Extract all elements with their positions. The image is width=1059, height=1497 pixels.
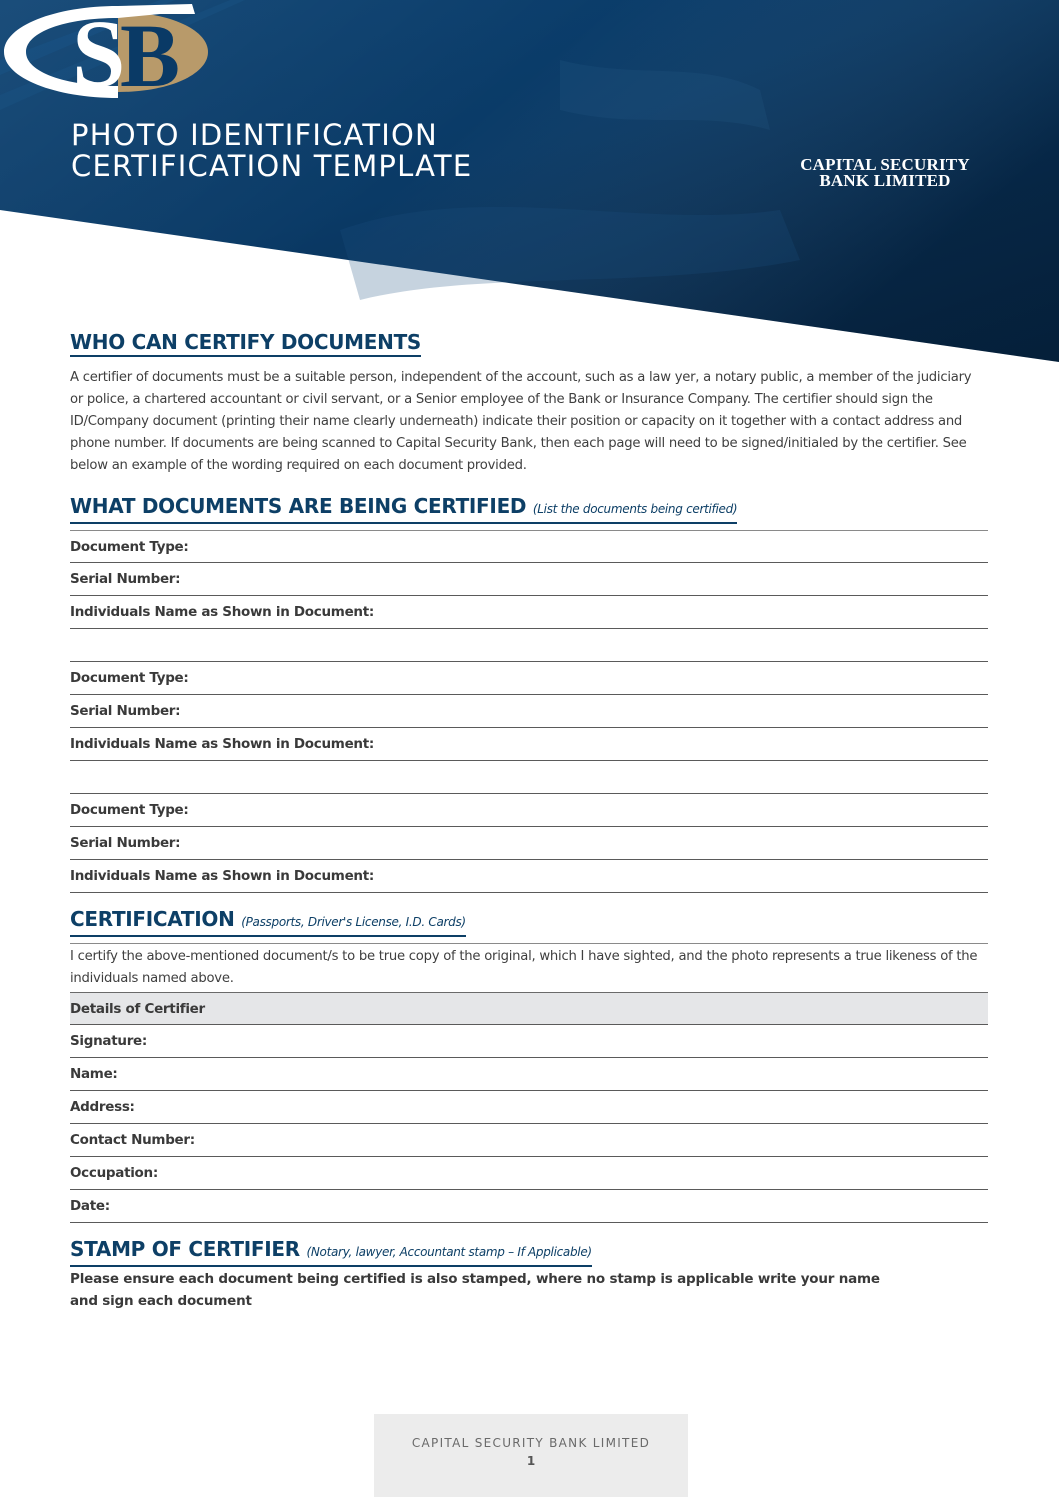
field-label: Document Type: — [70, 670, 189, 686]
section-heading-documents — [70, 494, 737, 524]
field-document-type-3[interactable] — [70, 794, 988, 827]
field-occupation[interactable] — [70, 1157, 988, 1190]
section-heading-who-can-certify — [70, 330, 421, 357]
field-serial-number-1[interactable] — [70, 563, 988, 596]
field-label: Details of Certifier — [70, 1000, 205, 1017]
section-heading-certification — [70, 907, 466, 937]
field-label: Occupation: — [70, 1165, 158, 1181]
title-line-1: PHOTO IDENTIFICATION — [71, 118, 438, 152]
heading-text: WHAT DOCUMENTS ARE BEING CERTIFIED — [70, 494, 527, 518]
field-individual-name-2[interactable] — [70, 728, 988, 761]
header-banner — [0, 0, 1059, 362]
field-signature[interactable] — [70, 1025, 988, 1058]
documents-table — [70, 530, 988, 893]
field-label: Document Type: — [70, 802, 189, 818]
field-individual-name-1[interactable] — [70, 596, 988, 629]
field-serial-number-2[interactable] — [70, 695, 988, 728]
field-label: Address: — [70, 1099, 135, 1115]
field-label: Signature: — [70, 1033, 148, 1049]
heading-text: STAMP OF CERTIFIER — [70, 1237, 300, 1261]
certification-statement: I certify the above-mentioned document/s to be true copy of the original, which I have sighted, and the photo represents a true likeness of the individuals named above. — [70, 943, 988, 990]
field-blank-line-2[interactable] — [70, 761, 988, 794]
certifier-details-table — [70, 992, 988, 1223]
field-label: Date: — [70, 1198, 110, 1214]
field-label: Contact Number: — [70, 1132, 195, 1148]
details-of-certifier-header — [70, 992, 988, 1025]
heading-note: (Notary, lawyer, Accountant stamp – If Applicable) — [306, 1245, 592, 1259]
field-document-type-1[interactable] — [70, 530, 988, 563]
heading-text: WHO CAN CERTIFY DOCUMENTS — [70, 330, 422, 354]
field-label: Individuals Name as Shown in Document: — [70, 868, 374, 884]
svg-text:B: B — [120, 7, 181, 106]
heading-note: (Passports, Driver's License, I.D. Cards) — [241, 915, 466, 929]
section-heading-stamp — [70, 1237, 592, 1267]
field-document-type-2[interactable] — [70, 662, 988, 695]
field-label: Serial Number: — [70, 571, 181, 587]
field-label: Serial Number: — [70, 703, 181, 719]
field-label: Name: — [70, 1066, 118, 1082]
field-name[interactable] — [70, 1058, 988, 1091]
field-label: Individuals Name as Shown in Document: — [70, 736, 374, 752]
csb-logo-icon — [0, 0, 214, 140]
page-footer — [374, 1414, 688, 1497]
title-line-2: CERTIFICATION TEMPLATE — [71, 149, 473, 183]
bank-name — [778, 157, 992, 189]
field-label: Individuals Name as Shown in Document: — [70, 604, 374, 620]
field-label: Document Type: — [70, 538, 189, 555]
bank-name-line-2: BANK LIMITED — [819, 171, 951, 190]
field-individual-name-3[interactable] — [70, 860, 988, 893]
field-address[interactable] — [70, 1091, 988, 1124]
svg-text:S: S — [72, 0, 126, 107]
footer-company-name: CAPITAL SECURITY BANK LIMITED — [411, 1436, 651, 1450]
field-contact-number[interactable] — [70, 1124, 988, 1157]
field-serial-number-3[interactable] — [70, 827, 988, 860]
bank-name-line-1: CAPITAL SECURITY — [800, 155, 970, 174]
field-label: Serial Number: — [70, 835, 181, 851]
page-number: 1 — [526, 1454, 536, 1468]
field-date[interactable] — [70, 1190, 988, 1223]
stamp-instruction: Please ensure each document being certified is also stamped, where no stamp is applicable write your name and sign each document — [70, 1271, 880, 1309]
who-can-certify-body: A certifier of documents must be a suitable person, independent of the account, such as a law yer, a notary public, a member of the judiciary or police, a chartered accountant or civil servant, or a Senior employee of the Bank or Insurance Company. The certifier should sign the ID/Company document (printing their name clearly underneath) indicate their position or capacity on it together with a contact address and phone number. If documents are being scanned to Capital Security Bank, then each page will need to be signed/initialed by the certifier. See below an example of the wording required on each document provided. — [70, 370, 972, 473]
field-blank-line-1[interactable] — [70, 629, 988, 662]
heading-note: (List the documents being certified) — [532, 502, 738, 516]
heading-text: CERTIFICATION — [70, 907, 235, 931]
